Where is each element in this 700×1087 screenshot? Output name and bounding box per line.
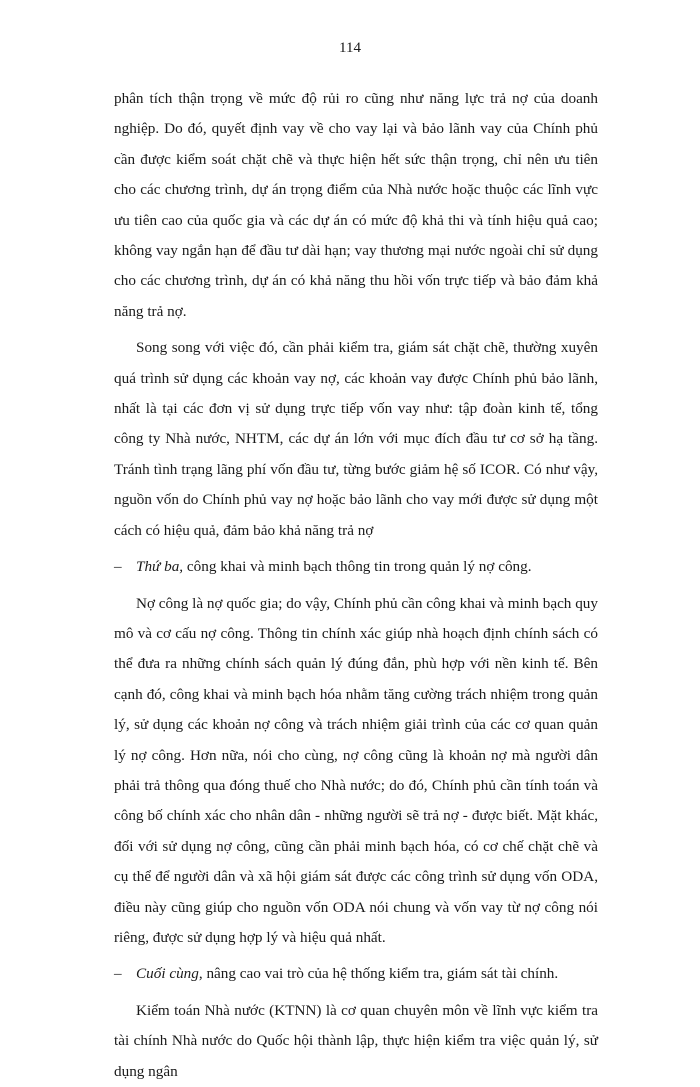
list-item-last	[114, 959, 598, 989]
body-text	[114, 84, 598, 1087]
dash-marker: –	[114, 558, 122, 576]
list-item-lead: Thứ ba,	[136, 558, 184, 576]
list-item-rest: , nâng cao vai trò của hệ thống kiểm tra, giám sát tài chính.	[198, 965, 559, 983]
page-number: 114	[339, 40, 361, 56]
list-item-rest: công khai và minh bạch thông tin trong quản lý nợ công.	[183, 558, 532, 576]
list-item-third	[114, 552, 598, 582]
dash-marker: –	[114, 965, 122, 983]
list-item-text	[136, 959, 558, 989]
list-item-lead: Cuối cùng	[136, 965, 199, 983]
paragraph-transparency: Nợ công là nợ quốc gia; do vậy, Chính phủ cần công khai và minh bạch quy mô và cơ cấu nợ công. Thông tin chính xác giúp nhà hoạch định chính sách có thể đưa ra những chính sách quản lý đúng đắn, phù hợp với nền kinh tế. Bên cạnh đó, công khai và minh bạch hóa nhằm tăng cường trách nhiệm trong quản lý, sử dụng các khoản nợ công và trách nhiệm giải trình của các cơ quan quản lý nợ công. Hơn nữa, nói cho cùng, nợ công cũng là khoản nợ mà người dân phải trả thông qua đóng thuế cho Nhà nước; do đó, Chính phủ cần tính toán và công bố chính xác cho nhân dân - những người sẽ trả nợ - được biết. Mặt khác, đối với sử dụng nợ công, cũng cần phải minh bạch hóa, có cơ chế chặt chẽ và cụ thể để người dân và xã hội giám sát được các công trình sử dụng vốn ODA, điều này cũng giúp cho nguồn vốn ODA nói chung và vốn vay từ nợ công nói riêng, được sử dụng hợp lý và hiệu quả nhất.	[114, 594, 598, 946]
paragraph-supervision: Song song với việc đó, cần phải kiểm tra, giám sát chặt chẽ, thường xuyên quá trình sử dụng các khoản vay nợ, các khoản vay được Chính phủ bảo lãnh, nhất là tại các đơn vị sử dụng trực tiếp vốn vay như: tập đoàn kinh tế, tổng công ty Nhà nước, NHTM, các dự án lớn với mục đích đầu tư cơ sở hạ tầng. Tránh tình trạng lãng phí vốn đầu tư, từng bước giảm hệ số ICOR. Có như vậy, nguồn vốn do Chính phủ vay nợ hoặc bảo lãnh cho vay mới được sử dụng một cách có hiệu quả, đảm bảo khả năng trả nợ	[114, 339, 598, 539]
paragraph-continuation: phân tích thận trọng về mức độ rủi ro cũng như năng lực trả nợ của doanh nghiệp. Do đó, quyết định vay về cho vay lại và bảo lãnh vay của Chính phủ cần được kiểm soát chặt chẽ và thực hiện hết sức thận trọng, chỉ nên ưu tiên cho các chương trình, dự án trọng điểm của Nhà nước hoặc thuộc các lĩnh vực ưu tiên cao của quốc gia và các dự án có mức độ khả thi và tính hiệu quả cao; không vay ngắn hạn để đầu tư dài hạn; vay thương mại nước ngoài chỉ sử dụng cho các chương trình, dự án có khả năng thu hồi vốn trực tiếp và bảo đảm khả năng trả nợ.	[114, 90, 598, 320]
paragraph-state-audit: Kiểm toán Nhà nước (KTNN) là cơ quan chuyên môn về lĩnh vực kiểm tra tài chính Nhà nước do Quốc hội thành lập, thực hiện kiểm tra việc quản lý, sử dụng ngân	[114, 1001, 598, 1080]
list-item-text	[136, 552, 532, 582]
